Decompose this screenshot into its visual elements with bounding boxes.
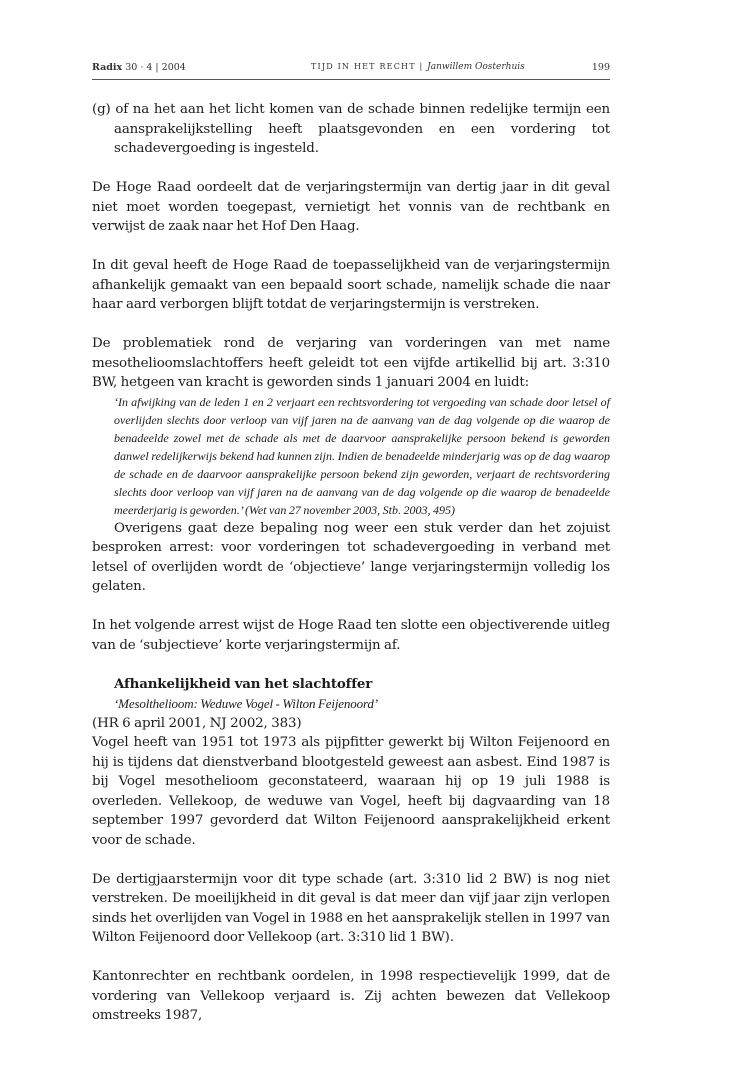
document-page	[92, 0, 610, 1068]
paragraph-applicability: In dit geval heeft de Hoge Raad de toepasselijkheid van de verjaringstermijn afhankelijk gemaakt van een bepaald soort schade, namelijk schade die naar haar aard verborgen blijft totdat de verjaringstermijn is verstreken.	[92, 258, 610, 312]
journal-info	[92, 62, 186, 73]
statute-quote-text: ‘In afwijking van de leden 1 en 2 verjaart een rechtsvordering tot vergoeding van schade door letsel of overlijden slechts door verloop van vijf jaren na de aanvang van de dag volgende op die waarop de benadeelde zowel met de schade als met de daarvoor aansprakelijke persoon bekend is geworden danwel redelijkerwijs bekend had kunnen zijn. Indien de benadeelde minderjarig was op de dag waarop de schade en de daarvoor aansprakelijke persoon bekend zijn geworden, verjaart de rechtsvordering slechts door verloop van vijf jaren na de aanvang van de dag volgende op die waarop de benadeelde meerderjarig is geworden.’	[114, 394, 610, 517]
journal-name: Radix	[92, 62, 123, 73]
list-item-g: (g) of na het aan het licht komen van de schade binnen redelijke termijn een aansprakelijkstelling heeft plaatsgevonden en een vordering tot schadevergoeding is ingesteld.	[92, 102, 610, 156]
article-body	[92, 100, 610, 1026]
section-title: TIJD IN HET RECHT |	[311, 62, 424, 71]
statute-source: (Wet van 27 november 2003, Stb. 2003, 495)	[244, 502, 455, 517]
header-rule	[92, 79, 610, 80]
page-number: 199	[591, 62, 610, 73]
paragraph-overigens: Overigens gaat deze bepaling nog weer een stuk verder dan het zojuist besproken arrest: voor vorderingen tot schadevergoeding in verband met letsel of overlijden wordt de ‘objectieve’ lange verjaringstermijn volledig los gelaten.	[92, 520, 610, 594]
running-header	[92, 62, 610, 78]
section-heading: Afhankelijkheid van het slachtoffer	[114, 675, 373, 692]
paragraph-next-ruling: In het volgende arrest wijst de Hoge Raad ten slotte een objectiverende uitleg van de ‘subjectieve’ korte verjaringstermijn af.	[92, 618, 610, 653]
paragraph-facts: Vogel heeft van 1951 tot 1973 als pijpfitter gewerkt bij Wilton Feijenoord en hij is tijdens dat dienstverband blootgesteld geweest aan asbest. Eind 1987 is bij Vogel mesothelioom geconstateerd, waaraan hij op 19 juli 1988 is overleden. Vellekoop, de weduwe van Vogel, heeft bij dagvaarding van 18 september 1997 gevorderd dat Wilton Feijenoord aansprakelijkheid erkent voor de schade.	[92, 735, 610, 848]
paragraph-lower-courts: Kantonrechter en rechtbank oordelen, in 1998 respectievelijk 1999, dat de vordering van Vellekoop verjaard is. Zij achten bewezen dat Vellekoop omstreeks 1987,	[92, 969, 610, 1023]
author-name: Janwillem Oosterhuis	[427, 62, 525, 72]
paragraph-term: De dertigjaarstermijn voor dit type schade (art. 3:310 lid 2 BW) is nog niet verstreken. De moeilijkheid in dit geval is dat meer dan vijf jaar zijn verlopen sinds het overlijden van Vogel in 1988 en het aansprakelijk stellen in 1997 van Wilton Feijenoord door Vellekoop (art. 3:310 lid 1 BW).	[92, 871, 610, 945]
paragraph-ruling: De Hoge Raad oordeelt dat de verjaringstermijn van dertig jaar in dit geval niet moet worden toegepast, vernietigt het vonnis van de rechtbank en verwijst de zaak naar het Hof Den Haag.	[92, 180, 610, 234]
case-title: ‘Mesolthelioom: Weduwe Vogel - Wilton Feijenoord’	[114, 696, 378, 711]
statute-quote	[92, 393, 610, 519]
case-reference: (HR 6 april 2001, NJ 2002, 383)	[92, 715, 302, 731]
section-info	[311, 62, 525, 72]
journal-issue: 30 · 4 | 2004	[125, 62, 186, 73]
paragraph-problematiek: De problematiek rond de verjaring van vorderingen van met name mesothelioomslachtoffers heeft geleidt tot een vijfde artikellid bij art. 3:310 BW, hetgeen van kracht is geworden sinds 1 januari 2004 en luidt:	[92, 336, 610, 390]
